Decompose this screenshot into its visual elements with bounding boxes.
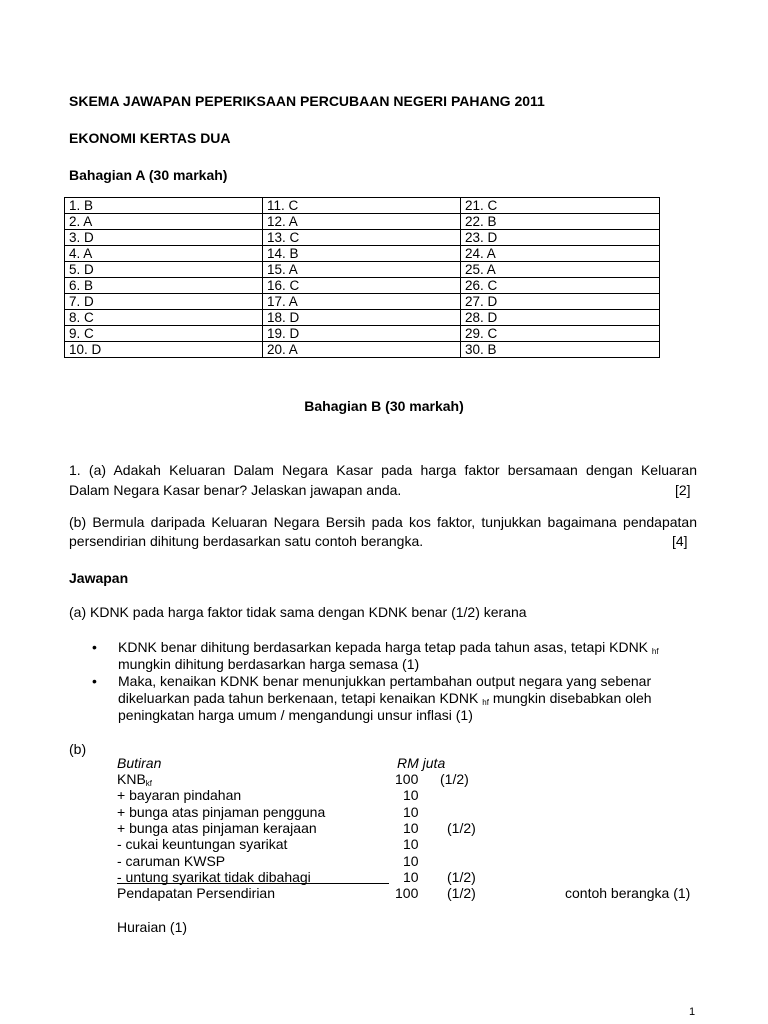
calc-item: + bayaran pindahan: [117, 787, 242, 803]
question-1b-line2: persendirian dihitung berdasarkan satu contoh berangka.: [69, 533, 424, 549]
answer-cell: 8. C: [65, 310, 263, 326]
calc-item: + bunga atas pinjaman kerajaan: [117, 820, 317, 836]
question-1a-line1: 1. (a) Adakah Keluaran Dalam Negara Kasar pada harga faktor bersamaan dengan Keluaran: [69, 462, 697, 478]
answer-cell: 21. C: [461, 198, 660, 214]
calc-mark: (1/2): [447, 885, 476, 901]
bullet2-line2b: mungkin disebabkan oleh: [492, 690, 652, 706]
answer-cell: 30. B: [461, 342, 660, 358]
answer-cell: 20. A: [263, 342, 461, 358]
answer-a-intro: (a) KDNK pada harga faktor tidak sama dengan KDNK benar (1/2) kerana: [69, 604, 527, 620]
answer-cell: 26. C: [461, 278, 660, 294]
answer-cell: 29. C: [461, 326, 660, 342]
calc-row: [117, 836, 687, 853]
bullet-icon: •: [92, 639, 97, 655]
table-row: [65, 294, 660, 310]
calc-mark: (1/2): [447, 869, 476, 885]
answer-cell: 14. B: [263, 246, 461, 262]
bullet1-line1: KDNK benar dihitung berdasarkan kepada harga tetap pada tahun asas, tetapi KDNK: [118, 639, 649, 655]
calc-note: contoh berangka (1): [565, 885, 691, 901]
table-row: [65, 310, 660, 326]
answer-cell: 15. A: [263, 262, 461, 278]
calc-row: [117, 771, 687, 788]
column-value-header: RM juta: [397, 755, 446, 771]
calc-item: Pendapatan Persendirian: [117, 885, 276, 901]
answer-cell: 25. A: [461, 262, 660, 278]
answer-cell: 19. D: [263, 326, 461, 342]
answer-cell: 6. B: [65, 278, 263, 294]
answer-cell: 28. D: [461, 310, 660, 326]
bullet2-subscript: hf: [482, 698, 489, 707]
table-row: [65, 198, 660, 214]
answer-cell: 23. D: [461, 230, 660, 246]
answer-cell: 4. A: [65, 246, 263, 262]
answer-cell: 5. D: [65, 262, 263, 278]
section-a-heading: Bahagian A (30 markah): [69, 167, 228, 183]
bullet1-line2: mungkin dihitung berdasarkan harga semasa (1): [118, 656, 420, 672]
answer-cell: 16. C: [263, 278, 461, 294]
bullet2-line3: peningkatan harga umum / mengandungi unsur inflasi (1): [118, 707, 473, 723]
answer-cell: 27. D: [461, 294, 660, 310]
answer-cell: 17. A: [263, 294, 461, 310]
table-row: [65, 278, 660, 294]
calc-item: - untung syarikat tidak dibahagi: [117, 869, 311, 885]
calc-value: 10: [403, 836, 419, 852]
answer-cell: 9. C: [65, 326, 263, 342]
answer-cell: 18. D: [263, 310, 461, 326]
knb-label: KNB: [117, 771, 146, 787]
knb-subscript: kf: [145, 779, 153, 788]
bullet2-line2a: dikeluarkan pada tahun berkenaan, tetapi kenaikan KDNK: [118, 690, 479, 706]
page-number: 1: [689, 1006, 696, 1018]
question-1b-marks: [4]: [672, 533, 688, 549]
answer-cell: 2. A: [65, 214, 263, 230]
answer-b-label: (b): [69, 741, 87, 757]
calc-mark: (1/2): [440, 771, 469, 787]
calc-value: 10: [403, 853, 419, 869]
table-row: [65, 214, 660, 230]
question-1a-marks: [2]: [675, 482, 691, 498]
table-row: [65, 246, 660, 262]
sum-rule: [117, 883, 389, 884]
answer-cell: 1. B: [65, 198, 263, 214]
subject-title: EKONOMI KERTAS DUA: [69, 130, 231, 146]
calc-value: 10: [403, 787, 419, 803]
table-row: [65, 326, 660, 342]
calc-value: 10: [403, 820, 419, 836]
answer-cell: 22. B: [461, 214, 660, 230]
answer-heading: Jawapan: [69, 570, 129, 586]
bullet-icon: •: [92, 673, 97, 689]
answer-table: [64, 197, 660, 358]
answer-cell: 24. A: [461, 246, 660, 262]
question-1b-line1: (b) Bermula daripada Keluaran Negara Bersih pada kos faktor, tunjukkan bagaimana pendapatan: [69, 514, 697, 530]
question-1a-line2: Dalam Negara Kasar benar? Jelaskan jawapan anda.: [69, 482, 402, 498]
answer-cell: 10. D: [65, 342, 263, 358]
calc-value: 10: [403, 869, 419, 885]
column-item-header: Butiran: [117, 755, 162, 771]
answer-cell: 7. D: [65, 294, 263, 310]
answer-cell: 11. C: [263, 198, 461, 214]
calc-row: [117, 853, 687, 870]
calc-value: 10: [403, 804, 419, 820]
calc-item: - cukai keuntungan syarikat: [117, 836, 288, 852]
calc-item: - caruman KWSP: [117, 853, 226, 869]
bullet1-subscript: hf: [651, 647, 659, 656]
answer-cell: 12. A: [263, 214, 461, 230]
section-b-heading: Bahagian B (30 markah): [304, 398, 464, 414]
calc-row: [117, 885, 691, 902]
calc-row: [117, 820, 687, 837]
answer-cell: 3. D: [65, 230, 263, 246]
calc-row: [117, 804, 687, 821]
calc-item: + bunga atas pinjaman pengguna: [117, 804, 326, 820]
document-title: SKEMA JAWAPAN PEPERIKSAAN PERCUBAAN NEGERI PAHANG 2011: [69, 93, 545, 109]
table-row: [65, 262, 660, 278]
calc-header-row: [117, 755, 687, 772]
calc-row: [117, 787, 687, 804]
huraian-note: Huraian (1): [117, 919, 188, 935]
answer-cell: 13. C: [263, 230, 461, 246]
table-row: [65, 342, 660, 358]
table-row: [65, 230, 660, 246]
calc-mark: (1/2): [447, 820, 476, 836]
bullet2-line1: Maka, kenaikan KDNK benar menunjukkan pertambahan output negara yang sebenar: [118, 673, 652, 689]
calc-value: 100: [395, 885, 419, 901]
calc-value: 100: [395, 771, 419, 787]
